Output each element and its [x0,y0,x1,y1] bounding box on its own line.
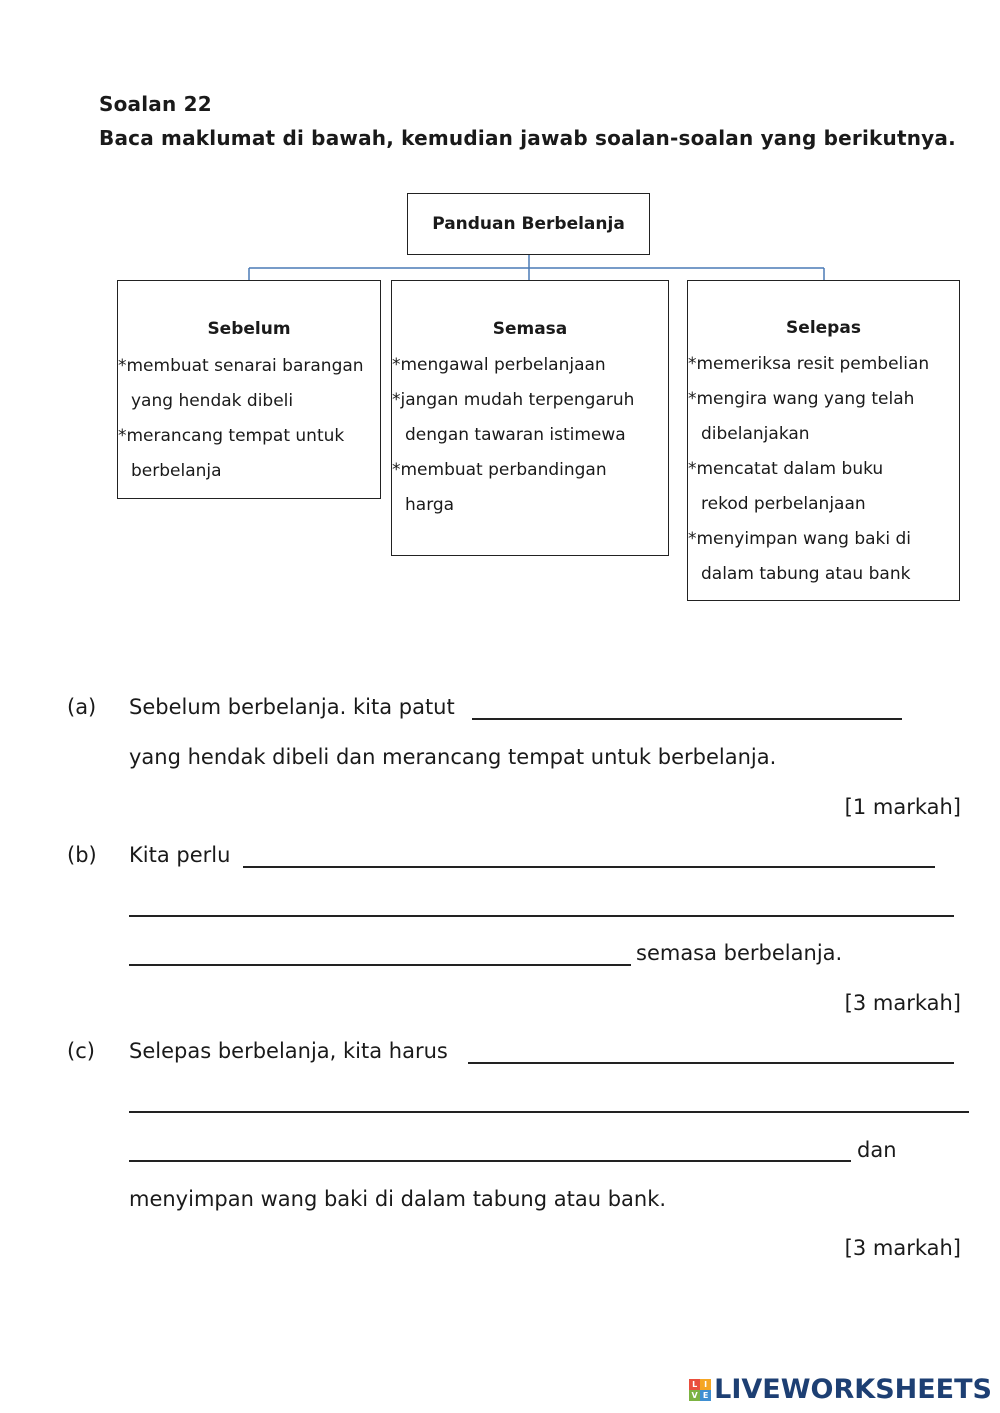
box-selepas-line: dibelanjakan [701,424,810,444]
question-b-label: (b) [67,843,97,867]
diagram-root-box [407,193,650,255]
question-a-marks: [1 markah] [844,795,961,819]
question-a-line1: Sebelum berbelanja. kita patut [129,695,455,719]
logo-icon-letter: I [700,1379,711,1390]
answer-blank-b3[interactable] [129,964,631,966]
box-selepas-line: *memeriksa resit pembelian [688,354,930,374]
logo-icon-letter: V [689,1390,700,1401]
answer-blank-a1[interactable] [472,718,902,720]
answer-blank-b2[interactable] [129,915,954,917]
liveworksheets-logo-icon [689,1379,711,1401]
question-c-line4: menyimpan wang baki di dalam tabung atau bank. [129,1187,667,1211]
box-sebelum-line: *membuat senarai barangan [118,356,364,376]
question-a-line2: yang hendak dibeli dan merancang tempat untuk berbelanja. [129,745,777,769]
box-selepas-line: *mencatat dalam buku [688,459,884,479]
box-selepas [687,280,960,601]
question-a-label: (a) [67,695,97,719]
liveworksheets-logo [689,1374,992,1405]
box-selepas-line: dalam tabung atau bank [701,564,911,584]
box-selepas-line: *mengira wang yang telah [688,389,915,409]
box-sebelum-line: *merancang tempat untuk [118,426,345,446]
answer-blank-c1[interactable] [468,1062,954,1064]
question-b-marks: [3 markah] [844,991,961,1015]
question-b-line1: Kita perlu [129,843,231,867]
box-sebelum-line: yang hendak dibeli [131,391,294,411]
box-semasa-line: *membuat perbandingan [392,460,607,480]
answer-blank-c3[interactable] [129,1160,851,1162]
instruction-text: Baca maklumat di bawah, kemudian jawab soalan-soalan yang berikutnya. [99,126,956,150]
diagram-root-title: Panduan Berbelanja [432,214,625,234]
box-semasa [391,280,669,556]
diagram-connectors [0,0,1000,300]
question-c-label: (c) [67,1039,95,1063]
box-selepas-title: Selepas [786,318,861,338]
question-c-line3: dan [857,1138,897,1162]
answer-blank-c2[interactable] [129,1111,969,1113]
box-sebelum-title: Sebelum [207,319,291,339]
logo-icon-letter: L [689,1379,700,1390]
question-b-line3: semasa berbelanja. [636,941,843,965]
question-c-marks: [3 markah] [844,1236,961,1260]
box-semasa-line: dengan tawaran istimewa [405,425,626,445]
box-semasa-line: harga [405,495,455,515]
box-semasa-title: Semasa [492,319,568,339]
box-selepas-line: *menyimpan wang baki di [688,529,912,549]
answer-blank-b1[interactable] [243,866,935,868]
question-c-line1: Selepas berbelanja, kita harus [129,1039,448,1063]
liveworksheets-logo-text: LIVEWORKSHEETS [714,1374,992,1405]
box-semasa-line: *jangan mudah terpengaruh [392,390,635,410]
box-sebelum-line: berbelanja [131,461,222,481]
box-semasa-line: *mengawal perbelanjaan [392,355,606,375]
logo-icon-letter: E [700,1390,711,1401]
box-selepas-line: rekod perbelanjaan [701,494,866,514]
question-number: Soalan 22 [99,92,212,116]
box-sebelum [117,280,381,499]
